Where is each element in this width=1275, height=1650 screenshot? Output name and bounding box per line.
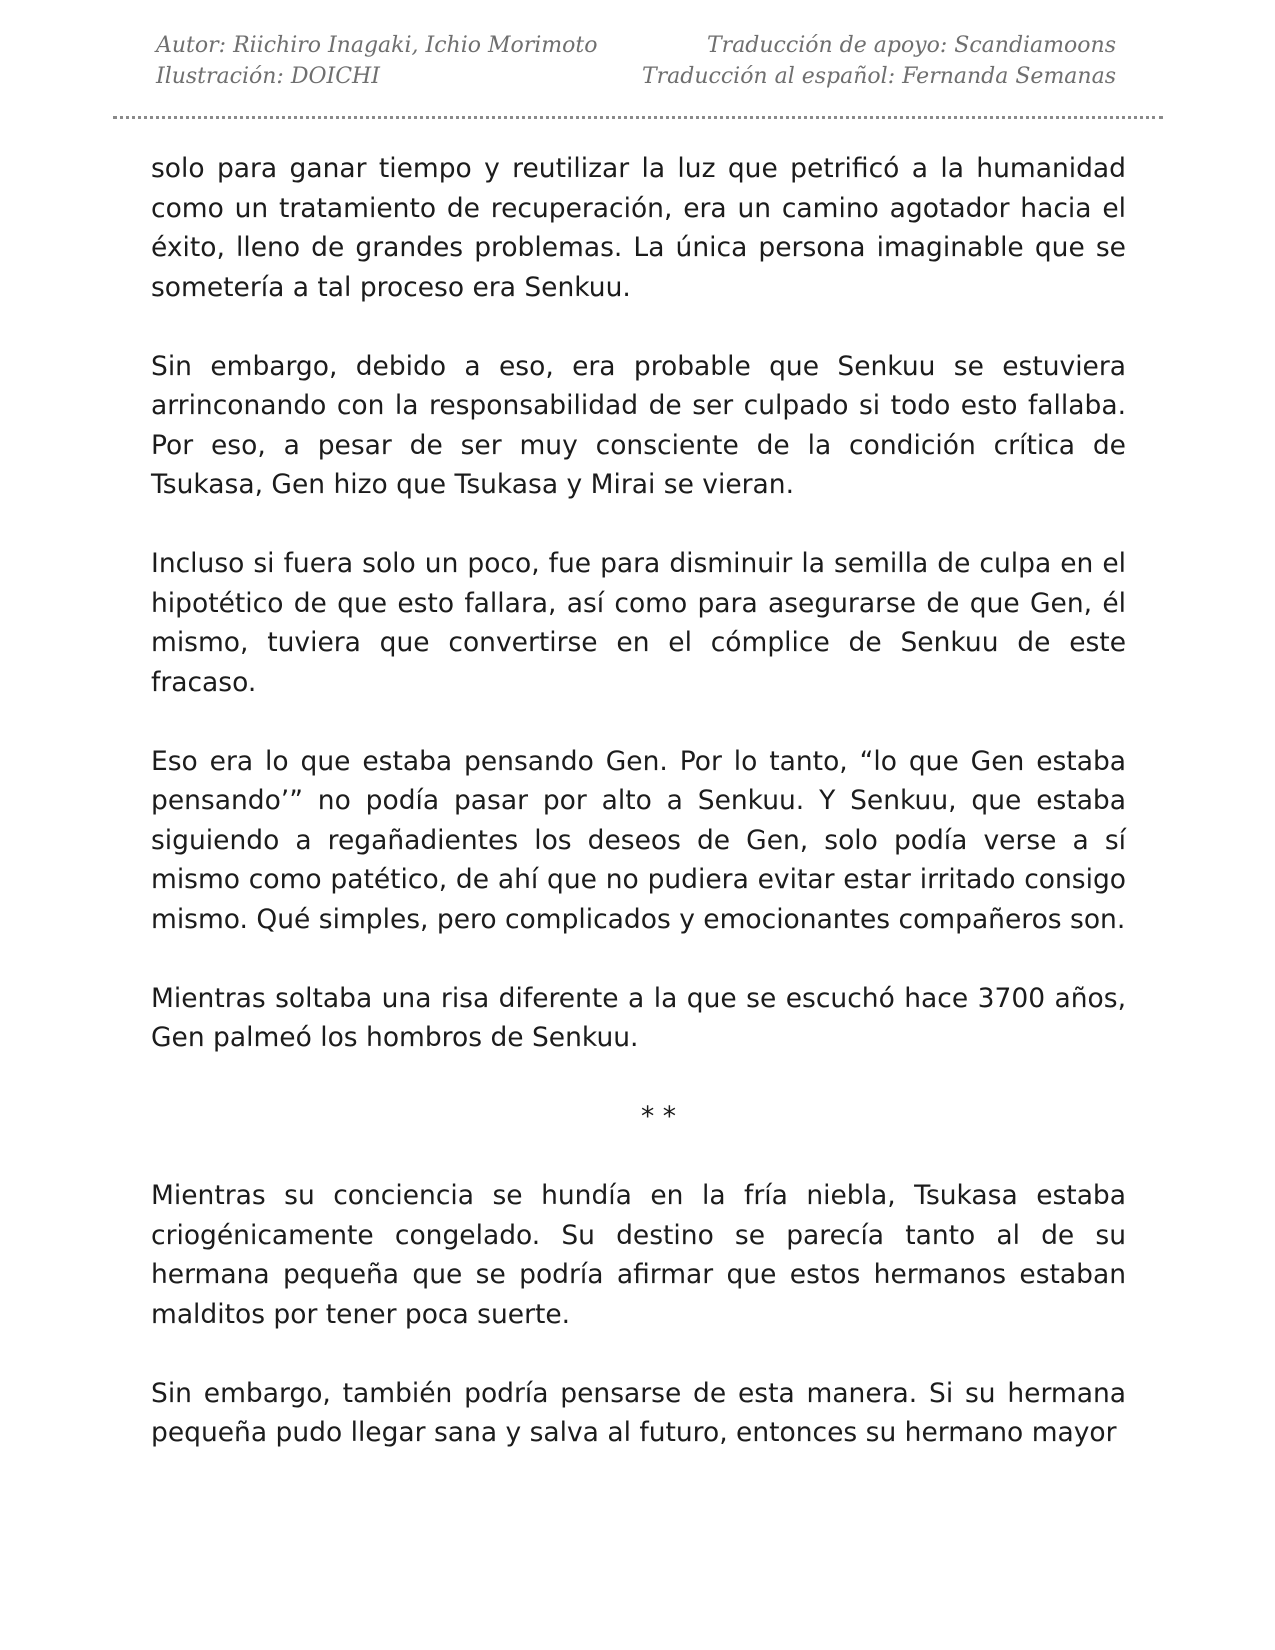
paragraph: Sin embargo, también podría pensarse de esta manera. Si su hermana pequeña pudo llegar sana y salva al futuro, entonces su hermano mayor xyxy=(151,1377,1126,1448)
scene-separator: * * xyxy=(641,1101,676,1132)
spanish-translation-credit: Traducción al español: Fernanda Semanas xyxy=(641,64,1116,89)
support-translation-credit: Traducción de apoyo: Scandiamoons xyxy=(707,33,1116,58)
paragraph: Mientras su conciencia se hundía en la fría niebla, Tsukasa estaba criogénicamente congelado. Su destino se parecía tanto al de su hermana pequeña que se podría afirmar que estos hermanos estaban malditos por tener poca suerte. xyxy=(151,1180,1126,1330)
paragraph: Mientras soltaba una risa diferente a la que se escuchó hace 3700 años, Gen palmeó los hombros de Senkuu. xyxy=(151,982,1126,1053)
author-credit: Autor: Riichiro Inagaki, Ichio Morimoto xyxy=(156,33,598,58)
paragraph: solo para ganar tiempo y reutilizar la luz que petrificó a la humanidad como un tratamiento de recuperación, era un camino agotador hacia el éxito, lleno de grandes problemas. La única persona imaginable que se sometería a tal proceso era Senkuu. xyxy=(151,153,1126,303)
credits-left xyxy=(156,30,597,92)
header-divider xyxy=(113,116,1163,119)
paragraph: Eso era lo que estaba pensando Gen. Por lo tanto, “lo que Gen estaba pensando’” no podía pasar por alto a Senkuu. Y Senkuu, que estaba siguiendo a regañadientes los deseos de Gen, solo podía verse a sí mismo como patético, de ahí que no pudiera evitar estar irritado consigo mismo. Qué simples, pero complicados y emocionantes compañeros son. xyxy=(151,745,1126,935)
page-body xyxy=(151,149,1126,1492)
paragraph: Sin embargo, debido a eso, era probable que Senkuu se estuviera arrinconando con la responsabilidad de ser culpado si todo esto fallaba. Por eso, a pesar de ser muy consciente de la condición crítica de Tsukasa, Gen hizo que Tsukasa y Mirai se vieran. xyxy=(151,350,1126,500)
credits-right xyxy=(642,30,1116,92)
paragraph: Incluso si fuera solo un poco, fue para disminuir la semilla de culpa en el hipotético de que esto fallara, así como para asegurarse de que Gen, él mismo, tuviera que convertirse en el cómplice de Senkuu de este fracaso. xyxy=(151,548,1126,698)
illustration-credit: Ilustración: DOICHI xyxy=(156,64,380,89)
